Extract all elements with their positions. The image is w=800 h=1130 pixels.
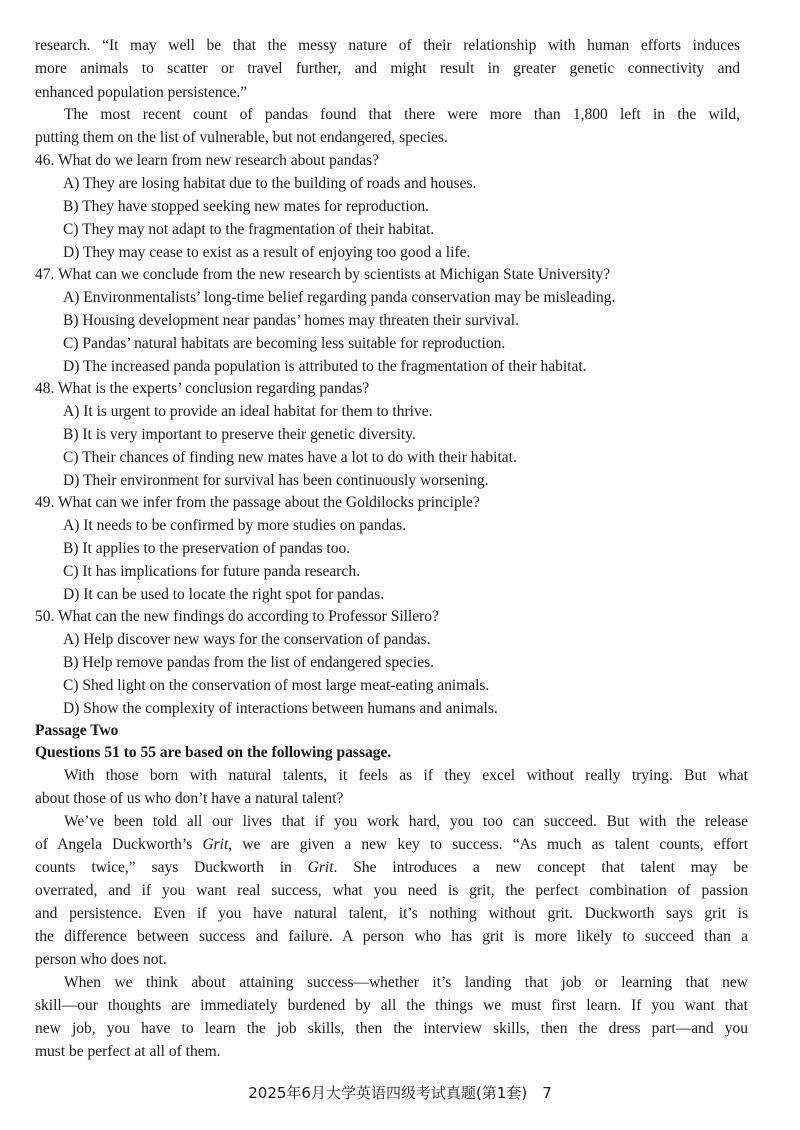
answer-option: A) It is urgent to provide an ideal habitat for them to thrive. <box>63 403 433 420</box>
answer-option: C) It has implications for future panda research. <box>63 563 360 580</box>
question-stem: 50. What can the new findings do according to Professor Sillero? <box>35 608 439 625</box>
passage-one-line: more animals to scatter or travel further, and might result in greater genetic connectivity and <box>35 60 740 77</box>
question-stem: 46. What do we learn from new research about pandas? <box>35 152 380 169</box>
passage-one-line: research. “It may well be that the messy nature of their relationship with human efforts induces <box>35 37 740 54</box>
answer-option: D) Show the complexity of interactions between humans and animals. <box>63 700 498 717</box>
answer-option: C) Shed light on the conservation of most large meat-eating animals. <box>63 677 490 694</box>
passage-one-line: enhanced population persistence.” <box>35 84 248 101</box>
answer-option: D) It can be used to locate the right spot for pandas. <box>63 586 385 603</box>
answer-option: B) It is very important to preserve their genetic diversity. <box>63 426 416 443</box>
page-footer: 2025年6月大学英语四级考试真题(第1套) 7 <box>248 1084 552 1102</box>
answer-option: B) They have stopped seeking new mates for reproduction. <box>63 198 430 215</box>
passage-two-line: When we think about attaining success—whether it’s landing that job or learning that new <box>64 974 748 991</box>
passage-two-line: We’ve been told all our lives that if you work hard, you too can succeed. But with the release <box>64 813 748 830</box>
passage-two-line: counts twice,” says Duckworth in Grit. She introduces a new concept that talent may be <box>35 859 748 876</box>
answer-option: C) They may not adapt to the fragmentation of their habitat. <box>63 221 435 238</box>
passage-two-line: person who does not. <box>35 951 167 968</box>
answer-option: C) Their chances of finding new mates have a lot to do with their habitat. <box>63 449 517 466</box>
answer-option: A) Help discover new ways for the conservation of pandas. <box>63 631 431 648</box>
passage-two-line: With those born with natural talents, it feels as if they excel without really trying. But what <box>64 767 748 784</box>
question-stem: 48. What is the experts’ conclusion regarding pandas? <box>35 380 370 397</box>
passage-one-line: The most recent count of pandas found that there were more than 1,800 left in the wild, <box>64 106 740 123</box>
passage-heading: Passage Two <box>35 722 119 739</box>
passage-instruction: Questions 51 to 55 are based on the following passage. <box>35 744 392 761</box>
book-title: Grit <box>202 836 229 853</box>
answer-option: B) Housing development near pandas’ homes may threaten their survival. <box>63 312 519 329</box>
passage-two-line: overrated, and if you want real success, what you need is grit, the perfect combination of passion <box>35 882 748 899</box>
answer-option: C) Pandas’ natural habitats are becoming less suitable for reproduction. <box>63 335 506 352</box>
answer-option: A) Environmentalists’ long-time belief regarding panda conservation may be misleading. <box>63 289 616 306</box>
passage-two-line <box>35 834 748 856</box>
book-title: Grit <box>307 859 334 876</box>
passage-two-line: new job, you have to learn the job skills, then the interview skills, then the dress part—and you <box>35 1020 748 1037</box>
answer-option: D) The increased panda population is attributed to the fragmentation of their habitat. <box>63 358 587 375</box>
passage-one-line: putting them on the list of vulnerable, but not endangered, species. <box>35 129 448 146</box>
passage-two-line: must be perfect at all of them. <box>35 1043 221 1060</box>
passage-two-line: about those of us who don’t have a natural talent? <box>35 790 344 807</box>
answer-option: D) They may cease to exist as a result of enjoying too good a life. <box>63 244 471 261</box>
question-stem: 49. What can we infer from the passage about the Goldilocks principle? <box>35 494 480 511</box>
passage-two-line: the difference between success and failure. A person who has grit is more likely to succeed than a <box>35 928 748 945</box>
answer-option: B) It applies to the preservation of pandas too. <box>63 540 351 557</box>
question-stem: 47. What can we conclude from the new research by scientists at Michigan State University? <box>35 266 611 283</box>
passage-two-line: and persistence. Even if you have natural talent, it’s nothing without grit. Duckworth says grit is <box>35 905 748 922</box>
answer-option: B) Help remove pandas from the list of endangered species. <box>63 654 435 671</box>
answer-option: A) They are losing habitat due to the building of roads and houses. <box>63 175 477 192</box>
grit-line: of Angela Duckworth’s Grit, we are given a new key to success. “As much as talent counts, effort <box>35 836 748 853</box>
answer-option: A) It needs to be confirmed by more studies on pandas. <box>63 517 407 534</box>
answer-option: D) Their environment for survival has been continuously worsening. <box>63 472 489 489</box>
passage-two-line: skill—our thoughts are immediately burdened by all the things we must first learn. If you want that <box>35 997 748 1014</box>
